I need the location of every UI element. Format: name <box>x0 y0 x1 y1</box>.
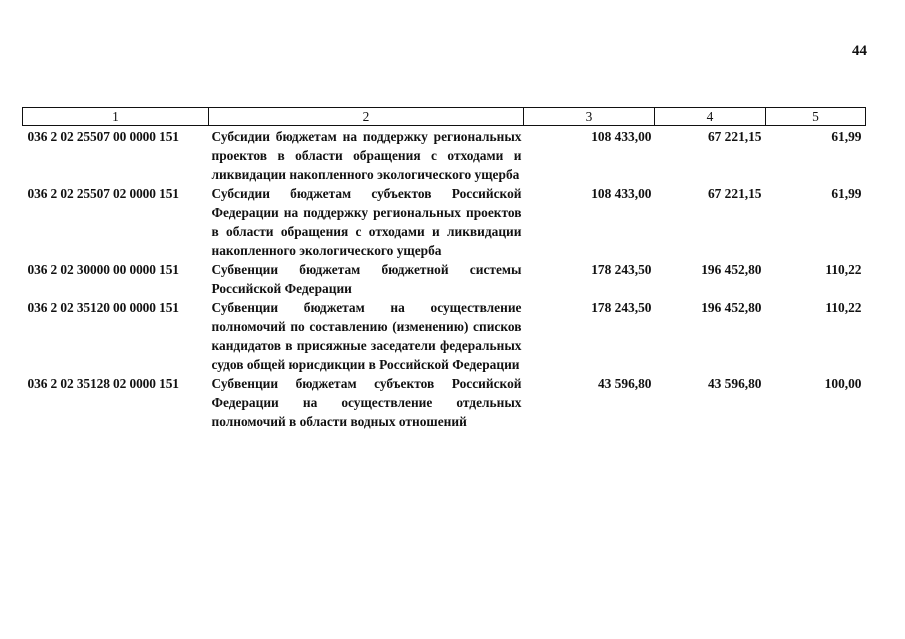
column-4-value: 43 596,80 <box>707 376 762 391</box>
column-4-value: 67 221,15 <box>707 129 762 144</box>
budget-code-cell: 036 2 02 25507 00 0000 151 <box>27 129 179 144</box>
budget-code-cell: 036 2 02 35120 00 0000 151 <box>27 300 179 315</box>
table-body <box>23 126 866 432</box>
column-3-value: 108 433,00 <box>591 129 652 144</box>
column-3-value: 178 243,50 <box>591 262 652 277</box>
column-header-1: 1 <box>23 108 209 126</box>
column-header-3: 3 <box>524 108 655 126</box>
column-header-4: 4 <box>655 108 766 126</box>
column-4-value: 196 452,80 <box>701 300 762 315</box>
table-row <box>23 298 866 374</box>
description-cell: Субвенции бюджетам субъектов Российской Федерации на осуществление отдельных полномочий в области водных отношений <box>211 376 522 429</box>
column-5-value: 61,99 <box>831 186 862 201</box>
column-5-value: 61,99 <box>831 129 862 144</box>
table-row <box>23 184 866 260</box>
column-3-value: 108 433,00 <box>591 186 652 201</box>
column-5-value: 110,22 <box>825 262 862 277</box>
table-row <box>23 260 866 298</box>
table-row <box>23 126 866 185</box>
budget-code-cell: 036 2 02 30000 00 0000 151 <box>27 262 179 277</box>
budget-code-cell: 036 2 02 35128 02 0000 151 <box>27 376 179 391</box>
column-3-value: 178 243,50 <box>591 300 652 315</box>
description-cell: Субвенции бюджетам на осуществление полномочий по составлению (изменению) списков кандидатов в присяжные заседатели федеральных судов общей юрисдикции в Российской Федерации <box>211 300 522 372</box>
column-5-value: 110,22 <box>825 300 862 315</box>
column-3-value: 43 596,80 <box>597 376 652 391</box>
column-5-value: 100,00 <box>824 376 862 391</box>
column-header-2: 2 <box>209 108 524 126</box>
table-header <box>23 108 866 126</box>
budget-table <box>22 107 866 431</box>
column-4-value: 196 452,80 <box>701 262 762 277</box>
page-number: 44 <box>852 43 867 59</box>
table-row <box>23 374 866 431</box>
description-cell: Субсидии бюджетам субъектов Российской Федерации на поддержку региональных проектов в области обращения с отходами и ликвидации накопленного экологического ущерба <box>211 186 522 258</box>
header-row <box>23 108 866 126</box>
column-4-value: 67 221,15 <box>707 186 762 201</box>
description-cell: Субвенции бюджетам бюджетной системы Российской Федерации <box>211 262 522 296</box>
description-cell: Субсидии бюджетам на поддержку региональных проектов в области обращения с отходами и ликвидации накопленного экологического ущерба <box>211 129 522 182</box>
budget-code-cell: 036 2 02 25507 02 0000 151 <box>27 186 179 201</box>
column-header-5: 5 <box>766 108 866 126</box>
